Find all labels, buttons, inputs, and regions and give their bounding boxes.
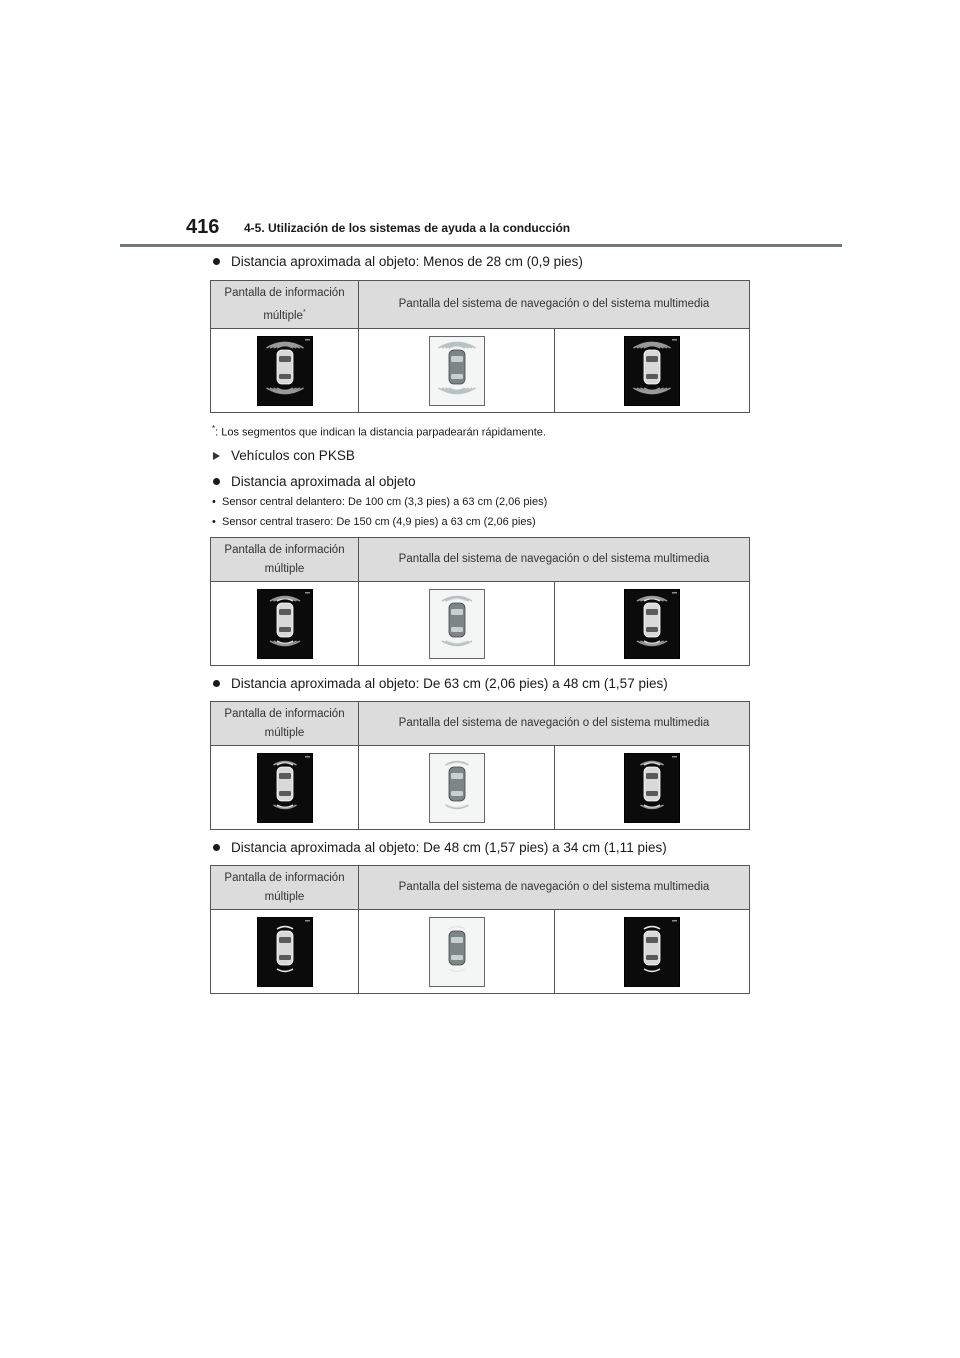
table-header-nav: Pantalla del sistema de navegación o del sistema multimedia (359, 538, 750, 582)
display-table-4 (210, 865, 750, 994)
bullet-text: Distancia aproximada al objeto: De 48 cm (1,57 pies) a 34 cm (1,11 pies) (231, 840, 667, 855)
bullet-text: Distancia aproximada al objeto: Menos de 28 cm (0,9 pies) (231, 254, 583, 269)
mid-car-icon (257, 917, 313, 987)
header-line: múltiple (263, 309, 303, 322)
table-header-mid (211, 538, 359, 582)
page-number: 416 (186, 216, 220, 238)
multimedia-display-image (555, 910, 750, 994)
multimedia-display-image (555, 329, 750, 413)
table-header-nav: Pantalla del sistema de navegación o del sistema multimedia (359, 866, 750, 910)
table-header-nav: Pantalla del sistema de navegación o del sistema multimedia (359, 702, 750, 746)
bullet-distance-2 (210, 474, 416, 489)
mid-display-image (211, 910, 359, 994)
sensor-text: Sensor central trasero: De 150 cm (4,9 pies) a 63 cm (2,06 pies) (221, 516, 536, 528)
footnote-text: : Los segmentos que indican la distancia parpadearán rápidamente. (215, 426, 546, 439)
multimedia-car-icon (624, 589, 680, 659)
bullet-text: Distancia aproximada al objeto (231, 474, 416, 489)
bullet-text: Distancia aproximada al objeto: De 63 cm (2,06 pies) a 48 cm (1,57 pies) (231, 676, 668, 691)
sensor-rear (212, 516, 536, 528)
subheading-text: Vehículos con PKSB (231, 448, 355, 463)
display-table-3 (210, 701, 750, 830)
subitem-dot: • (212, 496, 216, 508)
bullet-distance-4 (210, 840, 667, 855)
header-line: Pantalla de información (224, 707, 345, 720)
nav-display-image (359, 910, 555, 994)
nav-display-image (359, 746, 555, 830)
table-header-nav: Pantalla del sistema de navegación o del sistema multimedia (359, 281, 750, 329)
subitem-dot: • (212, 516, 216, 528)
mid-car-icon (257, 753, 313, 823)
nav-display-image (359, 582, 555, 666)
table-header-mid (211, 866, 359, 910)
bullet-distance-3 (210, 676, 668, 691)
nav-display-image (359, 329, 555, 413)
section-title: 4-5. Utilización de los sistemas de ayuda a la conducción (244, 221, 571, 235)
header-line: múltiple (264, 726, 305, 739)
subheading-pksb (210, 448, 355, 463)
multimedia-car-icon (624, 753, 680, 823)
header-line: Pantalla de información (224, 543, 345, 556)
nav-car-icon (429, 589, 485, 659)
triangle-bullet-icon (213, 452, 220, 460)
header-line: Pantalla de información (224, 286, 345, 299)
mid-car-icon (257, 336, 313, 406)
mid-display-image (211, 329, 359, 413)
header-line: múltiple (264, 890, 305, 903)
display-table-1 (210, 280, 750, 413)
mid-display-image (211, 582, 359, 666)
sensor-text: Sensor central delantero: De 100 cm (3,3 pies) a 63 cm (2,06 pies) (221, 496, 548, 508)
mid-display-image (211, 746, 359, 830)
footnote-mark: * (212, 424, 216, 433)
bullet-dot-icon (213, 478, 220, 485)
table-header-mid (211, 281, 359, 329)
nav-car-icon (429, 336, 485, 406)
footnote-mark: * (302, 308, 306, 316)
multimedia-car-icon (624, 336, 680, 406)
bullet-distance-1 (210, 254, 583, 269)
header-line: múltiple (264, 562, 305, 575)
mid-car-icon (257, 589, 313, 659)
sensor-front (212, 496, 547, 508)
nav-car-icon (429, 917, 485, 987)
bullet-dot-icon (213, 680, 220, 687)
bullet-dot-icon (213, 844, 220, 851)
header-rule (120, 244, 842, 247)
bullet-dot-icon (213, 258, 220, 265)
nav-car-icon (429, 753, 485, 823)
footnote (212, 424, 546, 439)
multimedia-car-icon (624, 917, 680, 987)
display-table-2 (210, 537, 750, 666)
table-header-mid (211, 702, 359, 746)
multimedia-display-image (555, 746, 750, 830)
multimedia-display-image (555, 582, 750, 666)
header-line: Pantalla de información (224, 871, 345, 884)
